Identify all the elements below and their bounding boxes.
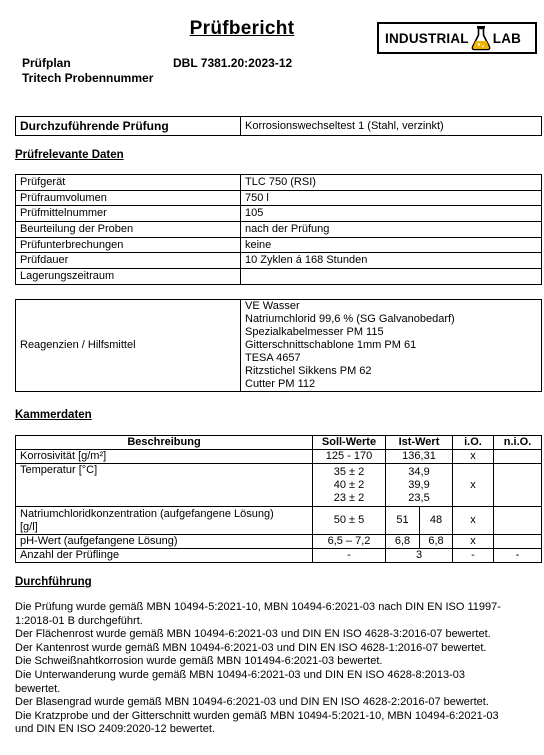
flask-icon bbox=[471, 25, 491, 51]
row-value: 105 bbox=[241, 206, 542, 222]
cell-nio bbox=[494, 450, 542, 464]
text-line: Der Kantenrost wurde gemäß MBN 10494-6:2021-03 und DIN EN ISO 4628-1:2016-07 bewertet. bbox=[15, 641, 487, 654]
table-row bbox=[16, 464, 542, 507]
row-value: 750 l bbox=[241, 190, 542, 206]
soll-value: 23 ± 2 bbox=[333, 491, 365, 504]
logo-word-industrial: INDUSTRIAL bbox=[385, 30, 469, 46]
cell-soll: 6,5 – 7,2 bbox=[313, 535, 386, 549]
cell-io: x bbox=[453, 507, 494, 535]
text-line: bewertet. bbox=[15, 682, 61, 695]
beschreibung-line: [g/l] bbox=[20, 520, 38, 533]
durchfuehrung-text bbox=[15, 601, 542, 737]
row-value: 10 Zyklen á 168 Stunden bbox=[241, 253, 542, 269]
row-label: Prüfunterbrechungen bbox=[16, 237, 241, 253]
cell-nio: - bbox=[494, 549, 542, 563]
pruefplan-label: Prüfplan bbox=[22, 56, 71, 70]
list-item: Spezialkabelmesser PM 115 bbox=[245, 326, 384, 338]
cell-io: x bbox=[453, 450, 494, 464]
cell-ist-1: 51 bbox=[386, 507, 420, 535]
pruefung-row bbox=[16, 117, 542, 136]
pruefdaten-heading: Prüfrelevante Daten bbox=[15, 149, 124, 161]
reagenzien-list bbox=[241, 300, 542, 392]
row-label: Prüfdauer bbox=[16, 253, 241, 269]
cell-ist bbox=[386, 464, 453, 507]
list-item: Gitterschnittschablone 1mm PM 61 bbox=[245, 339, 417, 351]
kammerdaten-table bbox=[15, 435, 542, 563]
cell-io: - bbox=[453, 549, 494, 563]
col-header-soll: Soll-Werte bbox=[313, 436, 386, 450]
cell-beschreibung: Korrosivität [g/m²] bbox=[16, 450, 313, 464]
list-item: Cutter PM 112 bbox=[245, 378, 316, 390]
row-value: nach der Prüfung bbox=[241, 222, 542, 238]
row-label: Prüfmittelnummer bbox=[16, 206, 241, 222]
cell-nio bbox=[494, 507, 542, 535]
pruefung-table bbox=[15, 116, 542, 136]
cell-ist-1: 6,8 bbox=[386, 535, 420, 549]
cell-io: x bbox=[453, 464, 494, 507]
table-row bbox=[16, 175, 542, 191]
beschreibung-line: Natriumchloridkonzentration (aufgefangene Lösung) bbox=[20, 507, 274, 520]
list-item: Ritzstichel Sikkens PM 62 bbox=[245, 365, 372, 377]
col-header-beschreibung: Beschreibung bbox=[16, 436, 313, 450]
pruefung-label: Durchzuführende Prüfung bbox=[16, 117, 241, 136]
logo-word-lab: LAB bbox=[492, 30, 522, 46]
cell-soll: 50 ± 5 bbox=[313, 507, 386, 535]
col-header-io: i.O. bbox=[453, 436, 494, 450]
kammerdaten-heading: Kammerdaten bbox=[15, 409, 92, 421]
cell-ist: 136,31 bbox=[386, 450, 453, 464]
table-row bbox=[16, 549, 542, 563]
soll-value: 40 ± 2 bbox=[333, 478, 365, 491]
text-line: und DIN EN ISO 2409:2020-12 bewertet. bbox=[15, 723, 215, 736]
reagenzien-label: Reagenzien / Hilfsmittel bbox=[16, 300, 241, 392]
row-value: keine bbox=[241, 237, 542, 253]
col-header-nio: n.i.O. bbox=[494, 436, 542, 450]
cell-beschreibung bbox=[16, 507, 313, 535]
col-header-ist: Ist-Wert bbox=[386, 436, 453, 450]
cell-ist: 3 bbox=[386, 549, 453, 563]
row-label: Beurteilung der Proben bbox=[16, 222, 241, 238]
pruefung-value: Korrosionswechseltest 1 (Stahl, verzinkt) bbox=[241, 117, 542, 136]
cell-beschreibung: Anzahl der Prüflinge bbox=[16, 549, 313, 563]
row-label: Prüfraumvolumen bbox=[16, 190, 241, 206]
table-header-row bbox=[16, 436, 542, 450]
reagenzien-row bbox=[16, 300, 542, 392]
table-row bbox=[16, 237, 542, 253]
list-item: TESA 4657 bbox=[245, 352, 301, 364]
table-row bbox=[16, 507, 542, 535]
table-row bbox=[16, 190, 542, 206]
table-row bbox=[16, 450, 542, 464]
list-item: VE Wasser bbox=[245, 300, 300, 312]
text-line: Die Schweißnahtkorrosion wurde gemäß MBN 101494-6:2021-03 bewertet. bbox=[15, 655, 383, 668]
table-row bbox=[16, 535, 542, 549]
soll-value: 35 ± 2 bbox=[333, 465, 365, 478]
cell-beschreibung: pH-Wert (aufgefangene Lösung) bbox=[16, 535, 313, 549]
page-title: Prüfbericht bbox=[189, 18, 295, 39]
ist-value: 34,9 bbox=[408, 465, 430, 478]
reagenzien-table bbox=[15, 299, 542, 392]
row-label: Lagerungszeitraum bbox=[16, 269, 241, 285]
cell-soll: - bbox=[313, 549, 386, 563]
row-label: Prüfgerät bbox=[16, 175, 241, 191]
cell-nio bbox=[494, 535, 542, 549]
company-logo bbox=[377, 22, 537, 54]
cell-io: x bbox=[453, 535, 494, 549]
table-row bbox=[16, 206, 542, 222]
text-line: 1:2018-01 B durchgeführt. bbox=[15, 614, 143, 627]
row-value bbox=[241, 269, 542, 285]
table-row bbox=[16, 269, 542, 285]
cell-ist-2: 6,8 bbox=[420, 535, 453, 549]
table-row bbox=[16, 253, 542, 269]
cell-ist-2: 48 bbox=[420, 507, 453, 535]
cell-beschreibung: Temperatur [°C] bbox=[16, 464, 313, 507]
cell-nio bbox=[494, 464, 542, 507]
pruefplan-value: DBL 7381.20:2023-12 bbox=[173, 56, 293, 70]
text-line: Der Blasengrad wurde gemäß MBN 10494-6:2021-03 und DIN EN ISO 4628-2:2016-07 bewertet. bbox=[15, 696, 489, 709]
text-line: Die Prüfung wurde gemäß MBN 10494-5:2021-10, MBN 10494-6:2021-03 nach DIN EN ISO 11997- bbox=[15, 601, 501, 613]
durchfuehrung-heading: Durchführung bbox=[15, 576, 92, 588]
table-row bbox=[16, 222, 542, 238]
probennummer-label: Tritech Probennummer bbox=[22, 71, 154, 85]
list-item: Natriumchlorid 99,6 % (SG Galvanobedarf) bbox=[245, 313, 455, 325]
cell-soll bbox=[313, 464, 386, 507]
ist-value: 39,9 bbox=[408, 478, 430, 491]
text-line: Die Kratzprobe und der Gitterschnitt wurden gemäß MBN 10494-5:2021-10, MBN 10494-6:2021-03 bbox=[15, 709, 499, 722]
ist-value: 23,5 bbox=[408, 491, 430, 504]
pruefdaten-table bbox=[15, 174, 542, 285]
text-line: Die Unterwanderung wurde gemäß MBN 10494-6:2021-03 und DIN EN ISO 4628-8:2013-03 bbox=[15, 668, 466, 681]
cell-soll: 125 - 170 bbox=[313, 450, 386, 464]
row-value: TLC 750 (RSI) bbox=[241, 175, 542, 191]
text-line: Der Flächenrost wurde gemäß MBN 10494-6:2021-03 und DIN EN ISO 4628-3:2016-07 bewertet. bbox=[15, 628, 491, 641]
